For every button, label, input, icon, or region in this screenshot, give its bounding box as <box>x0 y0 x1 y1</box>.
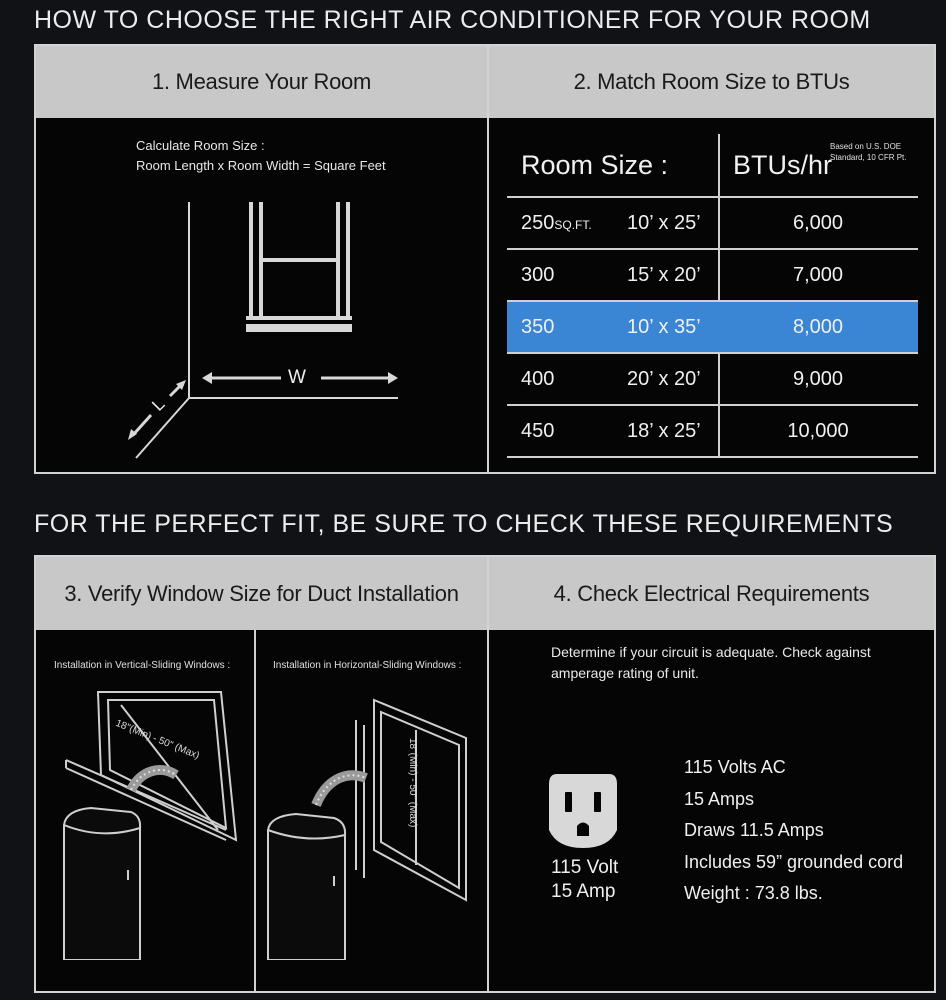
horizontal-window-install-icon <box>256 630 489 960</box>
length-label: L <box>148 394 169 415</box>
vertical-range-label: 18"(Min) - 50" (Max) <box>113 718 201 762</box>
col-room-size: Room Size : <box>521 150 669 180</box>
panel-window-size <box>34 555 489 993</box>
requirements-heading: FOR THE PERFECT FIT, BE SURE TO CHECK THESE REQUIREMENTS <box>34 510 894 538</box>
panel-measure-room <box>34 44 489 474</box>
calc-formula: Room Length x Room Width = Square Feet <box>136 158 386 173</box>
main-heading: HOW TO CHOOSE THE RIGHT AIR CONDITIONER FOR YOUR ROOM <box>34 6 871 34</box>
panel-measure-title: 1. Measure Your Room <box>36 46 487 118</box>
panel-window-title: 3. Verify Window Size for Duct Installation <box>36 557 487 630</box>
spec-item: 115 Volts AC <box>684 757 786 777</box>
vertical-window-install-icon <box>36 630 254 960</box>
spec-item: Includes 59” grounded cord <box>684 851 904 872</box>
table-header-row <box>507 134 918 198</box>
table-row: 400 20’ x 20’ 9,000 <box>507 354 918 406</box>
outlet-icon <box>547 770 619 850</box>
panel-btu-table <box>487 44 936 474</box>
electrical-specs <box>684 752 903 910</box>
panel-btu-title: 2. Match Room Size to BTUs <box>489 46 934 118</box>
doe-note: Based on U.S. DOE Standard, 10 CFR Pt. <box>830 142 907 162</box>
room-diagram-icon <box>36 118 487 474</box>
table-row: 450 18’ x 25’ 10,000 <box>507 406 918 458</box>
btu-table <box>507 134 918 458</box>
table-row: 250SQ.FT. 10’ x 25’ 6,000 <box>507 198 918 250</box>
voltage-rating: 115 Volt 15 Amp <box>551 857 619 902</box>
electrical-description: Determine if your circuit is adequate. Check against amperage rating of unit. <box>551 644 871 681</box>
table-row-highlighted: 350 10’ x 35’ 8,000 <box>507 302 918 354</box>
spec-item: Draws 11.5 Amps <box>684 820 824 840</box>
vertical-window-label: Installation in Vertical-Sliding Windows : <box>54 660 231 671</box>
horizontal-window-label: Installation in Horizontal-Sliding Windows : <box>273 660 462 671</box>
vertical-window-section <box>36 630 256 991</box>
horizontal-range-label: 18"(Min) - 50" (Max) <box>407 738 418 828</box>
spec-item: Weight : 73.8 lbs. <box>684 883 823 903</box>
panel-electrical-title: 4. Check Electrical Requirements <box>489 557 934 630</box>
calc-title: Calculate Room Size : <box>136 138 265 153</box>
horizontal-window-section <box>256 630 489 991</box>
spec-item: 15 Amps <box>684 788 755 809</box>
panel-electrical <box>487 555 936 993</box>
width-label: W <box>288 367 306 388</box>
col-btu: BTUs/hr <box>733 150 833 180</box>
table-row: 300 15’ x 20’ 7,000 <box>507 250 918 302</box>
